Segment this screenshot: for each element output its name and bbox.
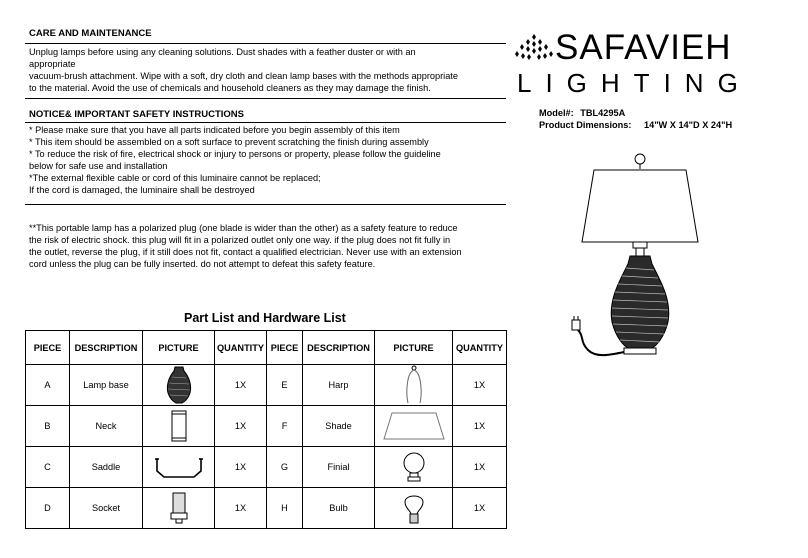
quantity-cell: 1X (215, 365, 267, 406)
description-cell: Finial (303, 447, 375, 488)
saddle-icon (154, 453, 204, 481)
chandelier-mark-icon (515, 34, 553, 62)
col-header: PICTURE (375, 331, 453, 365)
table-row (26, 406, 507, 447)
care-line: vacuum-brush attachment. Wipe with a soft, dry cloth and clean lamp bases with the methods appropriate (29, 71, 458, 81)
plug-note (29, 222, 462, 270)
description-cell: Harp (303, 365, 375, 406)
piece-cell: F (267, 406, 303, 447)
brand-name: SAFAVIEH (555, 28, 732, 67)
piece-cell: A (26, 365, 70, 406)
plug-note-line: cord unless the plug can be fully inserted. do not attempt to defeat this safety feature. (29, 259, 376, 269)
model-value: TBL4295A (580, 108, 626, 118)
safety-line: If the cord is damaged, the luminaire shall be destroyed (29, 185, 255, 195)
picture-cell (375, 406, 453, 447)
col-header: PICTURE (143, 331, 215, 365)
picture-cell (375, 447, 453, 488)
safety-line: * Please make sure that you have all parts indicated before you begin assembly of this item (29, 125, 400, 135)
table-row (26, 447, 507, 488)
brand-sub: LIGHTING (517, 68, 752, 98)
safety-line: * This item should be assembled on a soft surface to prevent scratching the finish during assembly (29, 137, 429, 147)
safety-divider (25, 122, 506, 123)
col-header: QUANTITY (215, 331, 267, 365)
quantity-cell: 1X (215, 447, 267, 488)
model-line (539, 108, 625, 118)
care-divider (25, 43, 506, 44)
plug-note-line: the risk of electric shock. this plug will fit in a polarized outlet only one way. if the plug does not fit fully in (29, 235, 451, 245)
description-cell: Neck (70, 406, 143, 447)
picture-cell (375, 488, 453, 529)
description-cell: Bulb (303, 488, 375, 529)
description-cell: Shade (303, 406, 375, 447)
dims-line (539, 120, 732, 130)
quantity-cell: 1X (215, 488, 267, 529)
dims-label: Product Dimensions: (539, 120, 632, 130)
safety-title: NOTICE& IMPORTANT SAFETY INSTRUCTIONS (29, 109, 244, 120)
care-bottom-divider (25, 98, 506, 99)
col-header: QUANTITY (453, 331, 507, 365)
bulb-icon (401, 490, 427, 526)
brand-logo (515, 30, 785, 100)
plug-note-line: the outlet, reverse the plug, if it still does not fit, contact a qualified electrician. Never use with an extension (29, 247, 462, 257)
picture-cell (143, 488, 215, 529)
safety-line: * To reduce the risk of fire, electrical shock or injury to persons or property, please follow the guideline (29, 149, 441, 159)
neck-icon (167, 409, 191, 443)
col-header: DESCRIPTION (70, 331, 143, 365)
parts-table-title: Part List and Hardware List (184, 311, 346, 325)
socket-icon (167, 491, 191, 525)
piece-cell: B (26, 406, 70, 447)
piece-cell: E (267, 365, 303, 406)
piece-cell: G (267, 447, 303, 488)
description-cell: Socket (70, 488, 143, 529)
care-text (29, 46, 458, 94)
quantity-cell: 1X (453, 365, 507, 406)
quantity-cell: 1X (453, 447, 507, 488)
col-header: PIECE (267, 331, 303, 365)
quantity-cell: 1X (453, 488, 507, 529)
col-header: PIECE (26, 331, 70, 365)
safety-line: below for safe use and installation (29, 161, 168, 171)
care-title: CARE AND MAINTENANCE (29, 28, 152, 39)
table-row (26, 365, 507, 406)
plug-note-line: **This portable lamp has a polarized plug (one blade is wider than the other) as a safety feature to reduce (29, 223, 458, 233)
shade-icon (382, 410, 446, 442)
table-header-row (26, 331, 507, 365)
piece-cell: C (26, 447, 70, 488)
harp-icon (402, 365, 426, 405)
description-cell: Lamp base (70, 365, 143, 406)
safety-line: *The external flexible cable or cord of this luminaire cannot be replaced; (29, 173, 321, 183)
care-line: appropriate (29, 59, 76, 69)
lamp-base-icon (164, 365, 194, 405)
quantity-cell: 1X (453, 406, 507, 447)
picture-cell (143, 365, 215, 406)
finial-icon (400, 450, 428, 484)
description-cell: Saddle (70, 447, 143, 488)
safety-text (29, 124, 441, 196)
safety-bottom-divider (25, 204, 506, 205)
picture-cell (143, 406, 215, 447)
col-header: DESCRIPTION (303, 331, 375, 365)
piece-cell: H (267, 488, 303, 529)
quantity-cell: 1X (215, 406, 267, 447)
care-line: Unplug lamps before using any cleaning solutions. Dust shades with a feather duster or with an (29, 47, 416, 57)
picture-cell (143, 447, 215, 488)
piece-cell: D (26, 488, 70, 529)
picture-cell (375, 365, 453, 406)
care-line: to the material. Avoid the use of chemicals and household cleaners as they may damage the finish. (29, 83, 431, 93)
parts-table (25, 330, 507, 529)
model-label: Model#: (539, 108, 574, 118)
lamp-illustration (560, 150, 720, 365)
dims-value: 14"W X 14"D X 24"H (643, 120, 733, 130)
table-row (26, 488, 507, 529)
